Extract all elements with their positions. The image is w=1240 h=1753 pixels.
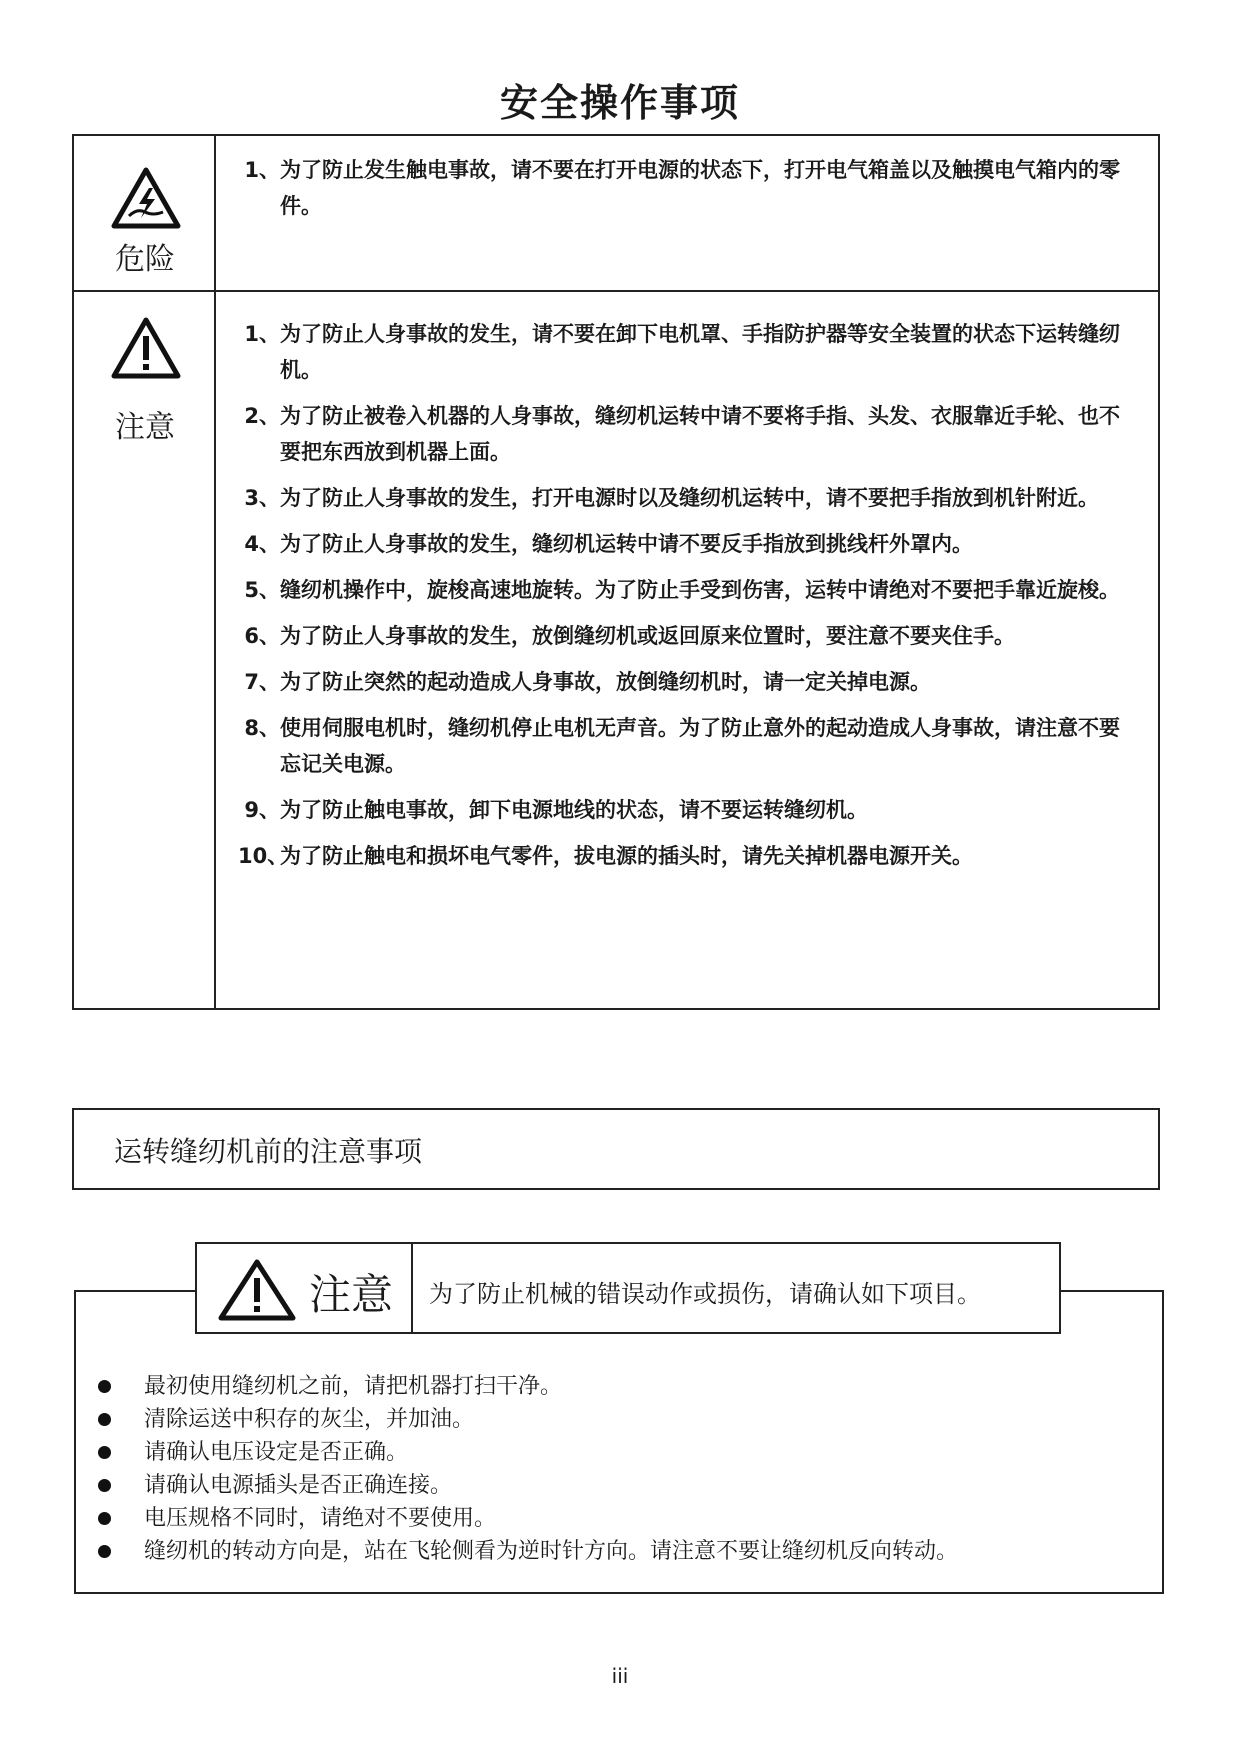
bullet-dot-icon (98, 1545, 111, 1558)
item-number: 6、 (244, 624, 280, 648)
item-text: 为了防止人身事故的发生，打开电源时以及缝纫机运转中，请不要把手指放到机针附近。 (280, 486, 1099, 510)
item-text: 为了防止触电和损坏电气零件，拔电源的插头时，请先关掉机器电源开关。 (280, 844, 973, 868)
item-text: 为了防止人身事故的发生，请不要在卸下电机罩、手指防护器等安全装置的状态下运转缝纫机。 (280, 322, 1120, 382)
bullet-dot-icon (98, 1479, 111, 1492)
item-text: 缝纫机的转动方向是，站在飞轮侧看为逆时针方向。请注意不要让缝纫机反向转动。 (144, 1539, 959, 1564)
page-title: 安全操作事项 (499, 81, 740, 125)
item-text: 为了防止人身事故的发生，缝纫机运转中请不要反手指放到挑线杆外罩内。 (280, 532, 973, 556)
precautions-list (96, 1370, 1146, 1568)
precautions-header-left (197, 1244, 413, 1332)
page-number: iii (611, 1664, 629, 1688)
item-text: 为了防止人身事故的发生，放倒缝纫机或返回原来位置时，要注意不要夹住手。 (280, 624, 1015, 648)
item-text: 使用伺服电机时，缝纫机停止电机无声音。为了防止意外的起动造成人身事故，请注意不要忘记关电源。 (280, 716, 1120, 776)
list-item (238, 792, 1138, 828)
bullet-dot-icon (98, 1380, 111, 1393)
item-text: 请确认电源插头是否正确连接。 (144, 1473, 453, 1498)
electric-shock-warning-icon (111, 166, 181, 230)
list-item (238, 480, 1138, 516)
danger-row (74, 136, 1158, 292)
item-number: 9、 (244, 798, 280, 822)
item-text: 最初使用缝纫机之前，请把机器打扫干净。 (144, 1374, 563, 1399)
section-title: 运转缝纫机前的注意事项 (114, 1135, 423, 1168)
item-number: 5、 (244, 578, 280, 602)
list-item (238, 710, 1138, 782)
list-item (238, 664, 1138, 700)
exclamation-warning-icon (111, 316, 181, 380)
caution-label: 注意 (115, 410, 175, 445)
item-text: 电压规格不同时，请绝对不要使用。 (144, 1506, 497, 1531)
item-text: 为了防止突然的起动造成人身事故，放倒缝纫机时，请一定关掉电源。 (280, 670, 931, 694)
list-item (96, 1469, 1146, 1502)
danger-list (216, 152, 1158, 234)
precautions-header-word: 注意 (309, 1270, 394, 1319)
item-number: 10、 (238, 844, 289, 868)
list-item (238, 316, 1138, 388)
precautions-header-text: 为了防止机械的错误动作或损伤，请确认如下项目。 (429, 1280, 981, 1308)
item-number: 1、 (244, 158, 280, 182)
list-item (238, 398, 1138, 470)
danger-label: 危险 (115, 242, 175, 277)
bullet-dot-icon (98, 1413, 111, 1426)
list-item (96, 1436, 1146, 1469)
exclamation-warning-icon (217, 1258, 297, 1322)
item-number: 8、 (244, 716, 280, 740)
caution-row (74, 292, 1158, 1008)
list-item (96, 1370, 1146, 1403)
item-number: 2、 (244, 404, 280, 428)
list-item (238, 526, 1138, 562)
list-item (238, 618, 1138, 654)
item-number: 1、 (244, 322, 280, 346)
caution-list (216, 316, 1158, 884)
precautions-header (195, 1242, 1061, 1334)
bullet-dot-icon (98, 1446, 111, 1459)
caution-icon-cell (74, 292, 216, 1008)
list-item (238, 838, 1138, 874)
safety-table (72, 134, 1160, 1010)
item-number: 7、 (244, 670, 280, 694)
item-number: 4、 (244, 532, 280, 556)
item-text: 请确认电压设定是否正确。 (144, 1440, 409, 1465)
list-item (96, 1502, 1146, 1535)
item-text: 为了防止触电事故，卸下电源地线的状态，请不要运转缝纫机。 (280, 798, 868, 822)
item-text: 清除运送中积存的灰尘，并加油。 (144, 1407, 475, 1432)
item-text: 缝纫机操作中，旋梭高速地旋转。为了防止手受到伤害，运转中请绝对不要把手靠近旋梭。 (280, 578, 1120, 602)
item-text: 为了防止被卷入机器的人身事故，缝纫机运转中请不要将手指、头发、衣服靠近手轮、也不要把东西放到机器上面。 (280, 404, 1120, 464)
list-item (238, 152, 1138, 224)
list-item (238, 572, 1138, 608)
bullet-dot-icon (98, 1512, 111, 1525)
item-text: 为了防止发生触电事故，请不要在打开电源的状态下，打开电气箱盖以及触摸电气箱内的零件。 (280, 158, 1120, 218)
list-item (96, 1403, 1146, 1436)
section-heading-box (72, 1108, 1160, 1190)
list-item (96, 1535, 1146, 1568)
item-number: 3、 (244, 486, 280, 510)
danger-icon-cell (74, 136, 216, 290)
